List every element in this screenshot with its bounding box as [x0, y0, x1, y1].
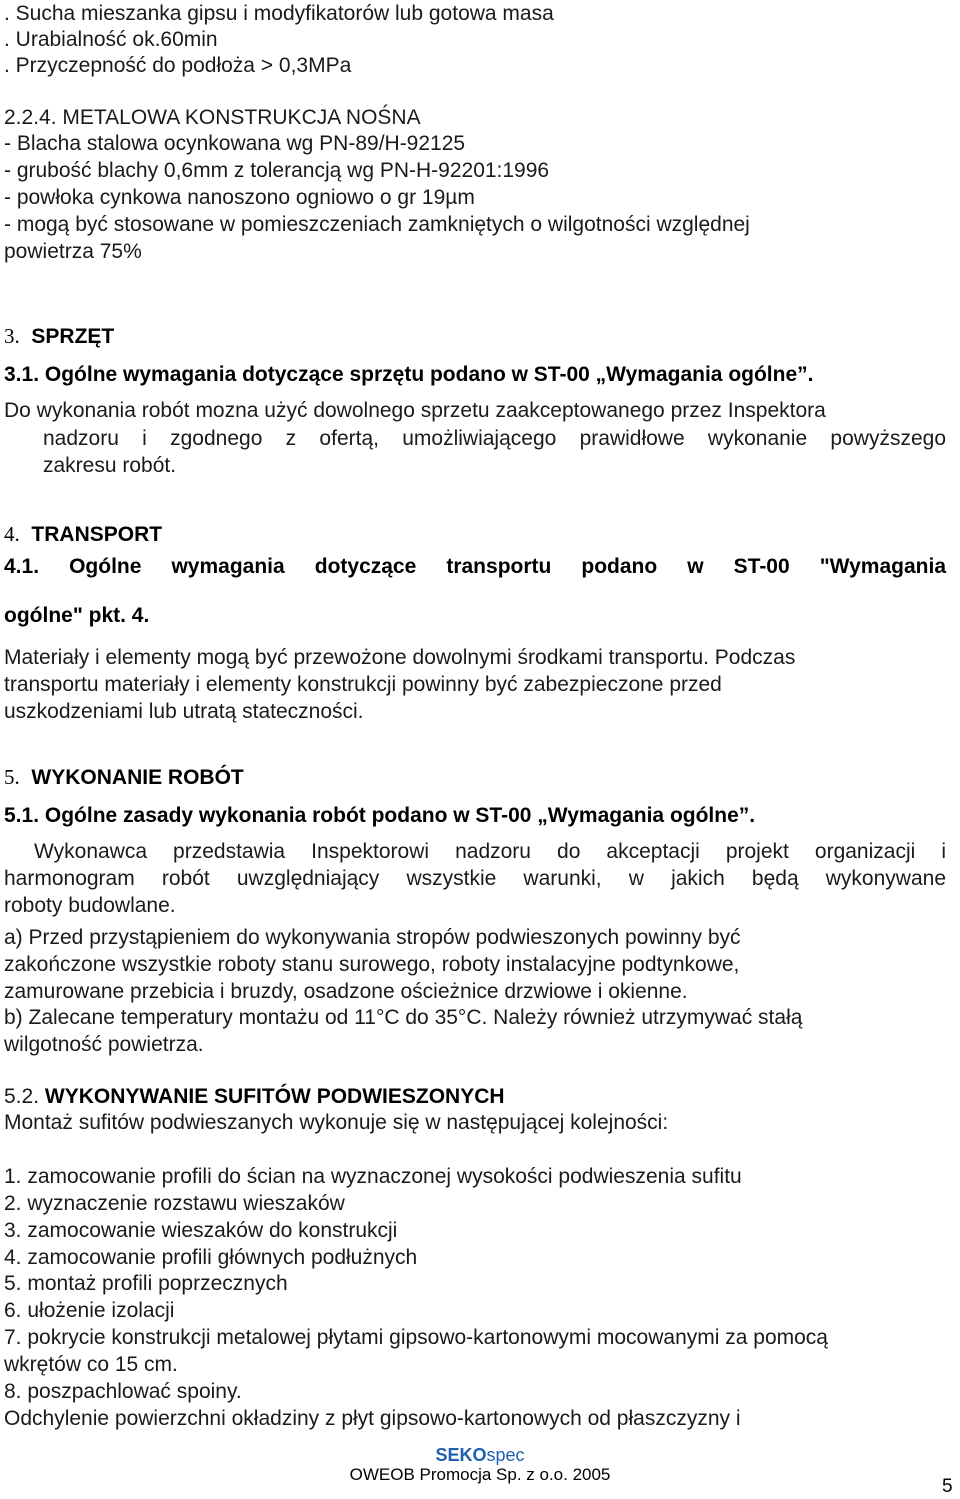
page-number: 5	[942, 1476, 953, 1497]
subsection-heading-4-1	[4, 553, 946, 580]
paragraph-line: transportu materiały i elementy konstrukcji powinny być zabezpieczone przed	[4, 673, 722, 696]
spec-line: - powłoka cynkowa nanoszono ogniowo o gr 19µm	[4, 186, 475, 209]
paragraph-line: wilgotność powietrza.	[4, 1033, 204, 1056]
spec-line: powietrza 75%	[4, 240, 142, 263]
subsection-heading-3-1	[4, 361, 813, 388]
subsection-heading-5-1	[4, 802, 755, 829]
section-title: TRANSPORT	[31, 523, 163, 546]
paragraph-line: Materiały i elementy mogą być przewożone dowolnymi środkami transportu. Podczas	[4, 646, 796, 669]
section-heading-5	[4, 764, 244, 791]
section-title: SPRZĘT	[31, 325, 115, 348]
spec-line: . Urabialność ok.60min	[4, 28, 218, 51]
subsection-number: 5.1.	[4, 804, 40, 827]
subsection-title: Ogólne wymagania dotyczące transportu podano w ST-00 "Wymagania	[69, 555, 946, 578]
list-item: 4. zamocowanie profili głównych podłużnych	[4, 1246, 418, 1269]
paragraph-line: a) Przed przystąpieniem do wykonywania stropów podwieszonych powinny być	[4, 926, 741, 949]
spec-line: - mogą być stosowane w pomieszczeniach zamkniętych o wilgotności względnej	[4, 213, 750, 236]
subsection-number: 3.1.	[4, 363, 40, 386]
paragraph-line: harmonogram robót uwzględniający wszystkie warunki, w jakich będą wykonywane	[4, 867, 946, 890]
section-number: 4.	[4, 522, 20, 546]
paragraph-line: Do wykonania robót mozna użyć dowolnego sprzetu zaakceptowanego przez Inspektora	[4, 399, 826, 422]
list-item: 6. ułożenie izolacji	[4, 1299, 175, 1322]
subsection-number: 4.1.	[4, 555, 40, 578]
section-number: 3.	[4, 324, 20, 348]
spec-line: - grubość blachy 0,6mm z tolerancją wg PN-H-92201:1996	[4, 159, 550, 182]
subsection-title: WYKONYWANIE SUFITÓW PODWIESZONYCH	[44, 1085, 505, 1108]
section-number: 5.	[4, 765, 20, 789]
list-item: 8. poszpachlować spoiny.	[4, 1380, 242, 1403]
paragraph-line: nadzoru i zgodnego z ofertą, umożliwiającego prawidłowe wykonanie powyższego	[43, 427, 946, 450]
paragraph-line: zamurowane przebicia i bruzdy, osadzone ościeżnice drzwiowe i okienne.	[4, 980, 688, 1003]
section-heading-3	[4, 323, 114, 350]
paragraph-line: roboty budowlane.	[4, 894, 176, 917]
list-item: 7. pokrycie konstrukcji metalowej płytami gipsowo-kartonowymi mocowanymi za pomocą	[4, 1326, 828, 1349]
spec-line: - Blacha stalowa ocynkowana wg PN-89/H-92125	[4, 132, 466, 155]
spec-line: . Przyczepność do podłoża > 0,3MPa	[4, 54, 352, 77]
list-item: 2. wyznaczenie rozstawu wieszaków	[4, 1192, 345, 1215]
subsection-title: Ogólne zasady wykonania robót podano w ST-00 „Wymagania ogólne”.	[44, 804, 756, 827]
list-item: 1. zamocowanie profili do ścian na wyznaczonej wysokości podwieszenia sufitu	[4, 1165, 742, 1188]
list-item: wkrętów co 15 cm.	[4, 1353, 178, 1376]
section-heading-2-2-4: 2.2.4. METALOWA KONSTRUKCJA NOŚNA	[4, 106, 421, 129]
list-item: 3. zamocowanie wieszaków do konstrukcji	[4, 1219, 398, 1242]
paragraph-line: Montaż sufitów podwieszanych wykonuje się w następującej kolejności:	[4, 1111, 669, 1134]
spec-line: . Sucha mieszanka gipsu i modyfikatorów lub gotowa masa	[4, 2, 554, 25]
section-heading-4	[4, 521, 162, 548]
section-title: WYKONANIE ROBÓT	[31, 766, 244, 789]
subsection-number: 5.2.	[4, 1085, 40, 1108]
company-logo	[0, 1444, 960, 1466]
subsection-title: Ogólne wymagania dotyczące sprzętu podano w ST-00 „Wymagania ogólne”.	[44, 363, 814, 386]
paragraph-line: zakresu robót.	[43, 454, 177, 477]
paragraph-line: Odchylenie powierzchni okładziny z płyt gipsowo-kartonowych od płaszczyzny i	[4, 1407, 741, 1430]
subsection-title-continued: ogólne" pkt. 4.	[4, 604, 150, 627]
paragraph-line: Wykonawca przedstawia Inspektorowi nadzoru do akceptacji projekt organizacji i	[34, 840, 946, 863]
paragraph-line: uszkodzeniami lub utratą stateczności.	[4, 700, 364, 723]
footer-text: OWEOB Promocja Sp. z o.o. 2005	[349, 1465, 611, 1484]
subsection-heading-5-2	[4, 1083, 505, 1110]
list-item: 5. montaż profili poprzecznych	[4, 1272, 288, 1295]
paragraph-line: b) Zalecane temperatury montażu od 11°C do 35°C. Należy również utrzymywać stałą	[4, 1006, 803, 1029]
logo-part-seko: SEKO	[435, 1445, 487, 1465]
paragraph-line: zakończone wszystkie roboty stanu surowego, roboty instalacyjne podtynkowe,	[4, 953, 740, 976]
logo-part-spec: spec	[486, 1445, 525, 1465]
